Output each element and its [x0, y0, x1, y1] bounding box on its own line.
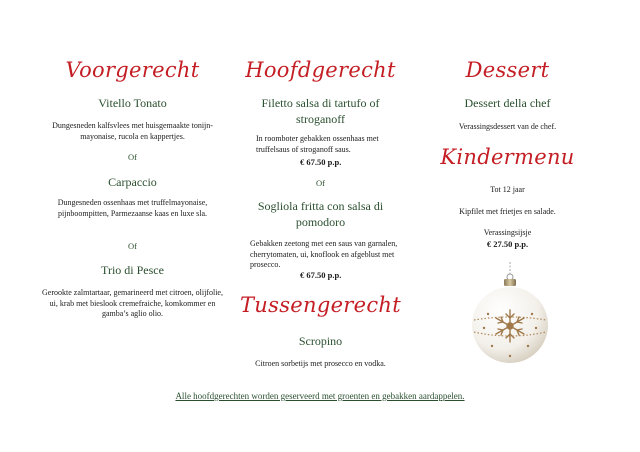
kindermenu-item: Kipfilet met frietjes en salade. — [459, 207, 556, 216]
hoofdgerecht-dish-1: Filetto salsa di tartufo of stroganoff — [261, 96, 380, 126]
tussengerecht-dish: Scropino — [298, 334, 343, 348]
kindermenu-title: Kindermenu — [440, 145, 575, 169]
kindermenu-price: € 27.50 p.p. — [486, 239, 529, 249]
tussengerecht-desc: Citroen sorbetijs met prosecco en vodka. — [255, 359, 386, 368]
voorgerecht-desc-2: Dungesneden ossenhaas met truffelmayonaise, pijnboompitten, Parmezaanse kaas en luxe sla. — [57, 198, 208, 218]
hoofdgerecht-desc-1: In roomboter gebakken ossenhaas met truffelsaus of stroganoff saus. — [256, 134, 379, 154]
hoofdgerecht-dish-2: Sogliola fritta con salsa di pomodoro — [257, 199, 384, 229]
christmas-bauble-icon — [470, 262, 550, 372]
voorgerecht-desc-1: Dungesneden kalfsvlees met huisgemaakte tonijn-mayonaise, rucola en kappertjes. — [52, 121, 213, 141]
voorgerecht-dish-1: Vitello Tonato — [98, 96, 167, 110]
voorgerecht-of-1: Of — [128, 152, 137, 162]
voorgerecht-desc-3: Gerookte zalmtartaar, gemarineerd met citroen, olijfolie, ui, krab met bieslook cremefraiche, komkommer en gamba’s aglio olio. — [42, 288, 223, 319]
hoofdgerecht-price-2: € 67.50 p.p. — [300, 270, 342, 280]
voorgerecht-of-2: Of — [128, 241, 137, 251]
voorgerecht-dish-2: Carpaccio — [108, 175, 157, 189]
voorgerecht-dish-3: Trio di Pesce — [101, 263, 164, 277]
voorgerecht-title: Voorgerecht — [65, 58, 200, 82]
dessert-title: Dessert — [465, 58, 550, 82]
tussengerecht-title: Tussengerecht — [240, 293, 401, 317]
hoofdgerecht-title: Hoofdgerecht — [245, 58, 396, 82]
dessert-dish: Dessert della chef — [464, 96, 551, 110]
hoofdgerecht-desc-2: Gebakken zeetong met een saus van garnalen, cherrytomaten, ui, knoflook en afgeblust met prosecco. — [250, 239, 398, 270]
hoofdgerecht-price-1: € 67.50 p.p. — [300, 157, 342, 167]
hoofdgerecht-of: Of — [316, 178, 325, 188]
footer-note: Alle hoofdgerechten worden geserveerd met groenten en gebakken aardappelen. — [175, 391, 465, 401]
dessert-desc: Verassingsdessert van de chef. — [458, 122, 557, 131]
kindermenu-dessert: Verassingsijsje — [483, 228, 532, 237]
kindermenu-age: Tot 12 jaar — [490, 185, 525, 194]
